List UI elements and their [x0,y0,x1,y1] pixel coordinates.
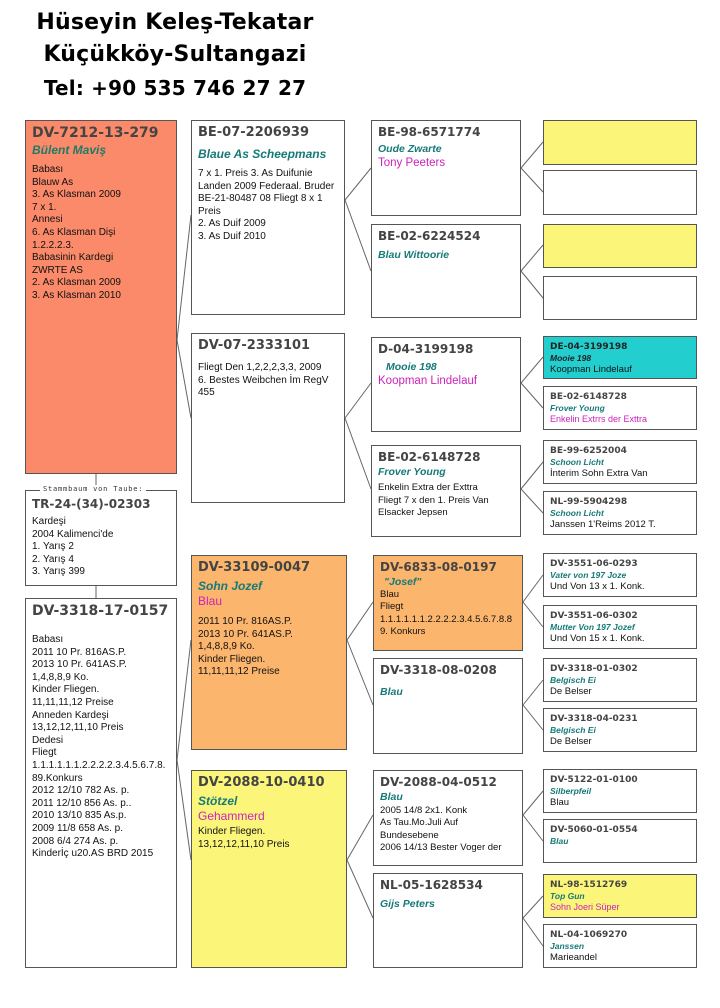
subject-notes: Kardeşi 2004 Kalimenci'de 1. Yarış 2 2. Yarış 4 3. Yarış 399 [32,516,114,578]
g3-box[interactable] [371,337,521,432]
g4-name: Top Gun [550,891,585,901]
subject-legend: Stammbaum von Taube: [40,485,146,493]
g2-name: Stötzel [198,794,238,808]
g2-notes: 7 x 1. Preis 3. As Duifunie Landen 2009 Federaal. Bruder BE-21-80487 08 Fliegt 8 x 1 Preis 2. As Duif 2009 3. As Duif 2010 [198,168,335,242]
g2-ring-number: DV-33109-0047 [198,560,311,575]
g3-name: Oude Zwarte [378,143,442,155]
g4-breeder: Blau [550,797,570,808]
dam-ring-number: DV-3318-17-0157 [32,603,169,619]
g4-name: Janssen [550,941,585,951]
g3-ring-number: DV-6833-08-0197 [380,560,497,574]
g2-variety: Blau [198,594,223,608]
g3-notes: 2005 14/8 2x1. Konk As Tau.Mo.Juli Auf Bundesebene 2006 14/13 Bester Voger der [380,805,502,853]
subject-box[interactable] [25,490,177,586]
g3-ring-number: NL-05-1628534 [380,878,483,892]
g2-sire-sire-box[interactable] [191,120,345,315]
g3-breeder: Tony Peeters [378,157,446,169]
g4-breeder: Und Von 15 x 1. Konk. [550,633,645,644]
g4-breeder: De Belser [550,736,592,747]
g4-ring-number [550,124,690,125]
breeder-phone: Tel: +90 535 746 27 27 [43,76,307,100]
g4-ring-number [550,174,690,175]
g3-name: Frover Young [378,466,446,478]
g2-dam-sire-box[interactable] [191,555,347,750]
g4-ring-number: DV-3318-01-0302 [550,664,638,674]
g4-box[interactable] [543,819,697,863]
g4-ring-number: BE-99-6252004 [550,446,627,456]
g4-box[interactable] [543,170,697,215]
g2-notes: 2011 10 Pr. 816AS.P. 2013 10 Pr. 641AS.P. 1,4,8,8,9 Ko. Kinder Fliegen. 11,11,11,12 Preise [198,616,293,678]
g4-ring-number: BE-02-6148728 [550,392,627,402]
subject-ring-number: TR-24-(34)-02303 [32,497,151,511]
g3-notes: Blau Fliegt 1.1.1.1.1.1.2.2.2.2.3.4.5.6.7.8.8 9. Konkurs [380,589,513,637]
g4-breeder: Marieandel [550,952,597,963]
g3-ring-number: DV-3318-08-0208 [380,663,497,677]
g4-ring-number [550,228,690,229]
g3-ring-number: BE-02-6148728 [378,450,481,464]
g3-name: "Josef" [384,576,422,588]
g4-name: Belgisch Ei [550,725,596,735]
g2-ring-number: DV-2088-10-0410 [198,775,325,790]
g2-ring-number: BE-07-2206939 [198,125,309,140]
g3-name: Blau [380,791,403,803]
g3-name: Mooie 198 [386,361,437,373]
breeder-name: Hüseyin Keleş-Tekatar [36,10,314,35]
g4-breeder: İnterim Sohn Extra Van [550,468,648,479]
g3-box[interactable] [371,224,521,318]
sire-box[interactable] [25,120,177,474]
sire-notes: Babası Blauw As 3. As Klasman 2009 7 x 1. Annesi 6. As Klasman Dişi 1.2.2.2.3. Babasinin Kardegi ZWRTE AS 2. As Klasman 2009 3. As Klasman 2010 [32,164,121,301]
g4-ring-number: DV-5122-01-0100 [550,775,638,785]
g3-box[interactable] [373,555,523,651]
sire-ring-number: DV-7212-13-279 [32,125,159,141]
g4-box[interactable] [543,708,697,752]
g3-breeder: Koopman Lindelauf [378,375,478,387]
breeder-location: Küçükköy-Sultangazi [43,42,307,67]
dam-box[interactable] [25,598,177,968]
g4-breeder: Sohn Joeri Süper [550,902,620,912]
g4-ring-number: NL-99-5904298 [550,497,628,507]
g2-name: Sohn Jozef [198,579,263,593]
g3-box[interactable] [371,445,521,537]
g3-name: Blau Wittoorie [378,249,450,261]
g4-box[interactable] [543,924,697,968]
g4-ring-number [550,280,690,281]
g4-box[interactable] [543,386,697,430]
g2-ring-number: DV-07-2333101 [198,338,311,353]
g3-ring-number: D-04-3199198 [378,342,474,356]
g4-name: Frover Young [550,403,605,413]
g4-ring-number: NL-98-1512769 [550,880,628,890]
g4-box[interactable] [543,874,697,918]
g4-breeder: Und Von 13 x 1. Konk. [550,581,645,592]
g4-box[interactable] [543,440,697,484]
g2-notes: Fliegt Den 1,2,2,2,3,3, 2009 6. Bestes Weibchen İm RegV 455 [198,362,329,399]
g4-box[interactable] [543,120,697,165]
g4-ring-number: DE-04-3199198 [550,342,628,352]
g4-breeder: Koopman Lindelauf [550,364,632,375]
g4-name: Silberpfeil [550,786,592,796]
g2-dam-dam-box[interactable] [191,770,347,968]
g3-box[interactable] [373,770,523,866]
g4-ring-number: DV-3551-06-0302 [550,611,638,621]
g4-box[interactable] [543,336,697,379]
g4-ring-number: NL-04-1069270 [550,930,628,940]
g4-box[interactable] [543,605,697,649]
g3-box[interactable] [373,658,523,754]
g3-notes: Enkelin Extra der Exttra Fliegt 7 x den 1. Preis Van Elsacker Jepsen [378,482,489,518]
g2-sire-dam-box[interactable] [191,333,345,503]
g4-name: Mutter Von 197 Jozef [550,622,635,632]
g4-box[interactable] [543,769,697,813]
g2-variety: Gehammerd [198,809,265,823]
dam-notes: Babası 2011 10 Pr. 816AS.P. 2013 10 Pr. 641AS.P. 1,4,8,8,9 Ko. Kinder Fliegen. 11,11,11,12 Preise Anneden Kardeşi 13,12,12,11,10 Preis Dedesi Fliegt 1.1.1.1.1.1.2.2.2.2.3.4.5.6.7.8. 89.Konkurs 2012 12/10 782 As. p. 2011 12/10 856 As. p.. 2010 13/10 835 As.p. 2009 11/8 658 As. p. 2008 6/4 274 As. p. Kinderİç u20.AS BRD 2015 [32,634,166,860]
g2-name: Blaue As Scheepmans [198,147,327,161]
g4-breeder: Janssen 1'Reims 2012 T. [550,519,656,530]
g3-box[interactable] [373,873,523,968]
g2-notes: Kinder Fliegen. 13,12,12,11,10 Preis [198,826,290,850]
g3-ring-number: DV-2088-04-0512 [380,775,497,789]
g4-name: Vater von 197 Joze [550,570,627,580]
g4-ring-number: DV-5060-01-0554 [550,825,638,835]
g4-name: Schoon Licht [550,508,604,518]
g3-ring-number: BE-98-6571774 [378,125,481,139]
g4-ring-number: DV-3318-04-0231 [550,714,638,724]
g4-box[interactable] [543,658,697,702]
g3-name: Blau [380,686,403,698]
g4-breeder: Enkelin Extrrs der Exttra [550,414,648,424]
sire-name: Bülent Maviş [32,143,107,157]
g4-box[interactable] [543,553,697,597]
g3-box[interactable] [371,120,521,216]
g3-ring-number: BE-02-6224524 [378,229,481,243]
g4-name: Blau [550,836,569,846]
g4-name: Belgisch Ei [550,675,596,685]
g4-name: Schoon Licht [550,457,604,467]
g4-breeder: De Belser [550,686,592,697]
g4-ring-number: DV-3551-06-0293 [550,559,638,569]
g4-box[interactable] [543,276,697,320]
g4-box[interactable] [543,491,697,535]
g4-name: Mooie 198 [550,353,592,363]
g4-box[interactable] [543,224,697,268]
g3-name: Gijs Peters [380,898,435,910]
